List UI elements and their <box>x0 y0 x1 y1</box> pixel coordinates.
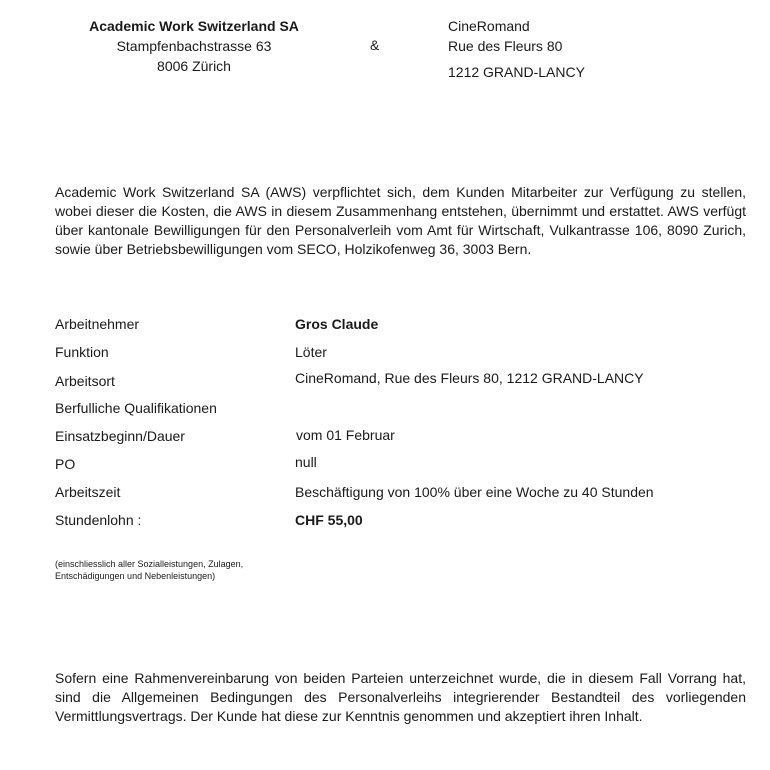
detail-label: Arbeitszeit <box>55 484 121 500</box>
detail-row-working-hours <box>55 484 746 504</box>
detail-row-start-duration <box>55 428 746 448</box>
detail-value: Gros Claude <box>295 316 379 332</box>
detail-row-hourly-wage <box>55 512 746 532</box>
detail-row-employee <box>55 316 746 336</box>
detail-value: CHF 55,00 <box>295 512 363 528</box>
wage-footnote: (einschliesslich aller Sozialleistungen, Zulagen, Entschädigungen und Nebenleistungen) <box>55 559 244 581</box>
detail-label: Funktion <box>55 344 109 360</box>
ampersand: & <box>370 37 380 53</box>
detail-label: Stundenlohn : <box>55 512 142 528</box>
sender-city: 8006 Zürich <box>157 58 231 74</box>
detail-value: vom 01 Februar <box>296 427 395 443</box>
recipient-city: 1212 GRAND-LANCY <box>448 64 585 80</box>
detail-label: Arbeitsort <box>55 373 115 389</box>
sender-address <box>60 16 328 76</box>
sender-name: Academic Work Switzerland SA <box>89 18 299 34</box>
recipient-address <box>448 16 585 82</box>
detail-label: Arbeitnehmer <box>55 316 140 332</box>
detail-value: null <box>295 454 317 470</box>
recipient-street: Rue des Fleurs 80 <box>448 38 563 54</box>
sender-street: Stampfenbachstrasse 63 <box>116 38 272 54</box>
recipient-name: CineRomand <box>448 18 530 34</box>
closing-paragraph: Sofern eine Rahmenvereinbarung von beiden Parteien unterzeichnet wurde, die in diesem Fall Vorrang hat, sind die Allgemeinen Bedingungen des Personalverleihs integrierender Bestandteil des vorliegenden Vermittlungsvertrags. Der Kunde hat diese zur Kenntnis genommen und akzeptiert ihren Inhalt. <box>55 670 746 724</box>
intro-paragraph: Academic Work Switzerland SA (AWS) verpflichtet sich, dem Kunden Mitarbeiter zur Verfügung zu stellen, wobei dieser die Kosten, die AWS in diesem Zusammenhang entstehen, übernimmt und erstattet. AWS verfügt über kantonale Bewilligungen für den Personalverleih vom Amt für Wirtschaft, Vulkantrasse 106, 8090 Zurich, sowie über Betriebsbewilligungen vom SECO, Holzikofenweg 36, 3003 Bern. <box>55 184 746 257</box>
detail-row-workplace <box>55 372 746 392</box>
detail-row-po <box>55 456 746 476</box>
detail-value: Löter <box>295 344 327 360</box>
detail-label: Einsatzbeginn/Dauer <box>55 428 185 444</box>
detail-label: PO <box>55 456 76 472</box>
detail-row-qualifications <box>55 400 746 420</box>
detail-value: Beschäftigung von 100% über eine Woche zu 40 Stunden <box>295 484 654 500</box>
detail-value: CineRomand, Rue des Fleurs 80, 1212 GRAND-LANCY <box>295 370 644 386</box>
detail-row-function <box>55 344 746 364</box>
detail-label: Berfulliche Qualifikationen <box>55 400 217 416</box>
